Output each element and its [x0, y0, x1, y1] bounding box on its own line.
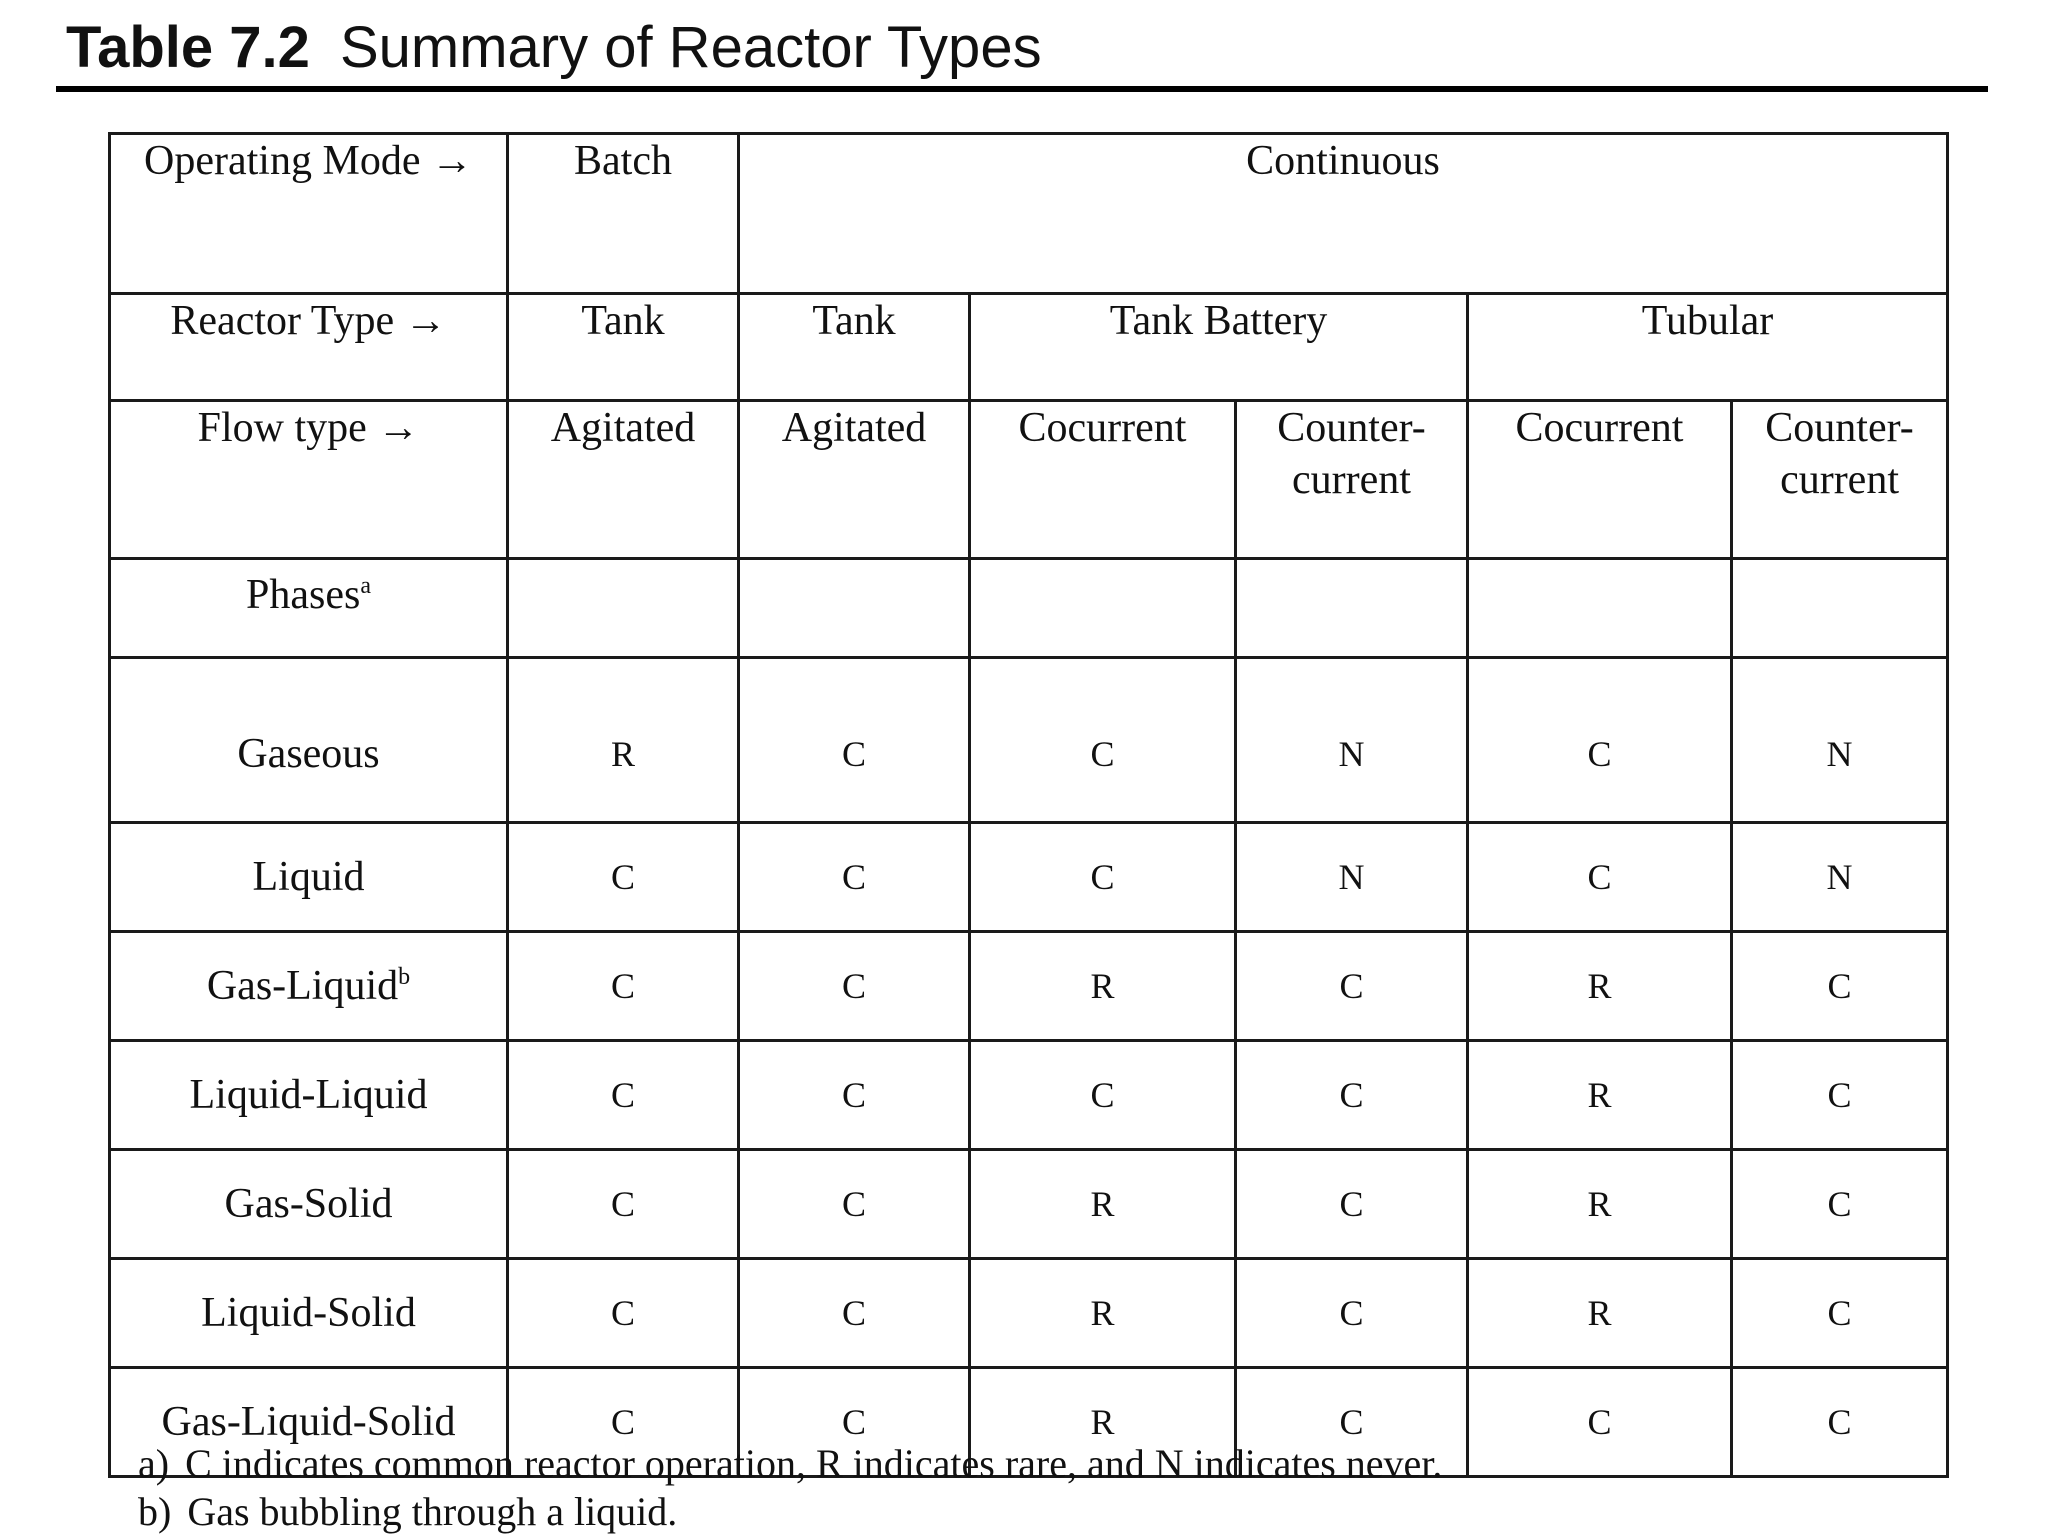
table-row [110, 932, 1948, 1041]
table-cell: C [739, 1259, 970, 1368]
table-cell: C [1236, 1259, 1468, 1368]
phase-label: Liquid-Liquid [189, 1072, 428, 1118]
phase-cell [110, 932, 508, 1041]
table-cell: C [739, 658, 970, 823]
table-row [110, 1150, 1948, 1259]
table-row [110, 658, 1948, 823]
phase-cell [110, 658, 508, 823]
flow-type-cell: Agitated [508, 401, 739, 559]
table-cell: C [739, 1150, 970, 1259]
footnote-a [138, 1440, 1442, 1488]
flow-type-cell: Counter-current [1732, 401, 1948, 559]
phase-cell [110, 823, 508, 932]
reactor-types-table [108, 132, 1949, 1478]
table-cell: R [1468, 1041, 1732, 1150]
table-cell: C [1468, 1368, 1732, 1477]
table-cell: R [970, 1150, 1236, 1259]
table-cell: C [739, 932, 970, 1041]
table-cell: R [1468, 1259, 1732, 1368]
phase-label: Gas-Solid [224, 1181, 393, 1227]
table-cell: C [970, 1041, 1236, 1150]
table-cell: C [1236, 1368, 1468, 1477]
table-cell: C [1236, 1150, 1468, 1259]
table-cell: N [1732, 823, 1948, 932]
phases-label: Phases [246, 572, 361, 618]
table-cell: C [1236, 932, 1468, 1041]
table-cell: C [1468, 823, 1732, 932]
tubular-header: Tubular [1468, 294, 1948, 401]
reactor-type-label: Reactor Type → [110, 294, 508, 401]
table-cell: R [970, 1259, 1236, 1368]
batch-header: Batch [508, 134, 739, 294]
caption-rule [56, 86, 1988, 92]
table-cell: C [508, 932, 739, 1041]
table-cell: C [508, 1368, 739, 1477]
phase-label: Liquid [252, 854, 365, 900]
table-cell: R [1468, 932, 1732, 1041]
table-cell: C [1732, 1150, 1948, 1259]
table-title: Summary of Reactor Types [339, 15, 1042, 80]
table-cell: C [1236, 1041, 1468, 1150]
table-cell: C [508, 1150, 739, 1259]
flow-type-cell: Counter-current [1236, 401, 1468, 559]
table-cell: C [508, 1041, 739, 1150]
phase-label: Gaseous [237, 731, 380, 777]
footnote-mark-b: b [398, 964, 411, 990]
table-cell: N [1236, 658, 1468, 823]
table-cell: R [970, 1368, 1236, 1477]
footnote-mark: a) [138, 1441, 170, 1486]
phases-label-cell [110, 559, 508, 658]
reactor-type-row [110, 294, 1948, 401]
footnotes [138, 1440, 1442, 1536]
phase-cell [110, 1150, 508, 1259]
table-cell: C [739, 823, 970, 932]
table-cell: C [1468, 658, 1732, 823]
table-cell: C [739, 1368, 970, 1477]
table-row [110, 1259, 1948, 1368]
flow-type-cell: Cocurrent [970, 401, 1236, 559]
footnote-text: Gas bubbling through a liquid. [187, 1489, 678, 1534]
footnote-mark: b) [138, 1489, 172, 1534]
table-cell: R [508, 658, 739, 823]
flow-type-cell: Cocurrent [1468, 401, 1732, 559]
table-cell: C [508, 823, 739, 932]
table-cell: C [1732, 1368, 1948, 1477]
table-row [110, 1041, 1948, 1150]
operating-mode-label: Operating Mode → [110, 134, 508, 294]
phases-label-row [110, 559, 1948, 658]
tank-continuous-header: Tank [739, 294, 970, 401]
tank-battery-header: Tank Battery [970, 294, 1468, 401]
footnote-b [138, 1488, 1442, 1536]
phase-label: Gas-Liquid [206, 963, 399, 1009]
table-caption [66, 8, 1042, 88]
flow-type-cell: Agitated [739, 401, 970, 559]
table-cell: C [1732, 932, 1948, 1041]
table-cell: R [1468, 1150, 1732, 1259]
table-cell: N [1732, 658, 1948, 823]
table-cell: N [1236, 823, 1468, 932]
footnote-mark-a: a [360, 573, 371, 599]
phase-cell [110, 1041, 508, 1150]
table-cell: C [970, 823, 1236, 932]
continuous-header: Continuous [739, 134, 1948, 294]
operating-mode-row [110, 134, 1948, 294]
flow-type-label: Flow type → [110, 401, 508, 559]
table-number: Table 7.2 [66, 15, 310, 80]
phase-label: Liquid-Solid [201, 1290, 416, 1336]
table-cell: C [970, 658, 1236, 823]
table-cell: C [1732, 1259, 1948, 1368]
table-cell: C [1732, 1041, 1948, 1150]
table-cell: R [970, 932, 1236, 1041]
tank-batch-header: Tank [508, 294, 739, 401]
table-cell: C [508, 1259, 739, 1368]
phase-label: Gas-Liquid-Solid [161, 1399, 456, 1445]
phase-cell [110, 1259, 508, 1368]
flow-type-row [110, 401, 1948, 559]
footnote-text: C indicates common reactor operation, R indicates rare, and N indicates never. [185, 1441, 1443, 1486]
table-cell: C [739, 1041, 970, 1150]
table-row [110, 823, 1948, 932]
